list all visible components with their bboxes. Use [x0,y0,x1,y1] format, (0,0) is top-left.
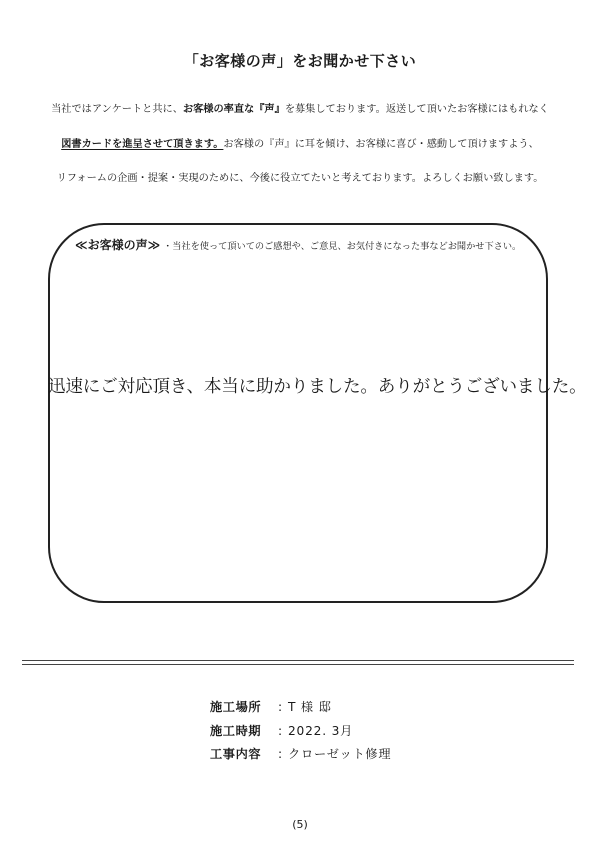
info-colon: : [277,747,283,761]
info-label: 工事内容 [210,747,262,761]
info-colon: : [277,700,283,714]
info-label: 施工時期 [210,724,262,738]
voice-header [75,236,521,253]
intro-line-3: リフォームの企画・提案・実現のために、今後に役立てたいと考えております。よろしくお願い致します。 [56,173,544,184]
info-colon: : [277,724,283,738]
page-title: 「お客様の声」をお聞かせ下さい [183,52,417,70]
intro-text: 当社ではアンケートと共に、 [51,104,183,115]
intro-text: を募集しております。返送して頂いたお客様にはもれなく [284,104,549,115]
info-label: 施工場所 [210,700,262,714]
intro-line-1 [40,103,560,117]
page-number: (5) [292,818,308,831]
info-value: T 様 邸 [288,700,332,714]
intro-line-2 [40,138,560,152]
divider-line [22,664,574,665]
voice-note: ・当社を使って頂いてのご感想や、ご意見、お気付きになった事などお聞かせ下さい。 [163,241,522,252]
voice-box [48,223,587,603]
intro-emphasis: お客様の率直な『声』 [182,104,285,115]
info-value: クローゼット修理 [288,747,392,761]
info-value: 2022. 3月 [288,724,354,738]
divider-line [22,660,574,661]
intro-underlined-emphasis: 図書カードを進呈させて頂きます。 [61,139,224,150]
info-row-location [210,698,332,715]
intro-text: お客様の『声』に耳を傾け、お客様に喜び・感動して頂けますよう、 [223,139,539,150]
voice-label: ≪お客様の声≫ [75,238,161,252]
info-row-work [210,745,391,762]
info-row-date [210,722,353,739]
voice-message: 迅速にご対応頂き、本当に助かりました。ありがとうございました。 [48,377,587,397]
